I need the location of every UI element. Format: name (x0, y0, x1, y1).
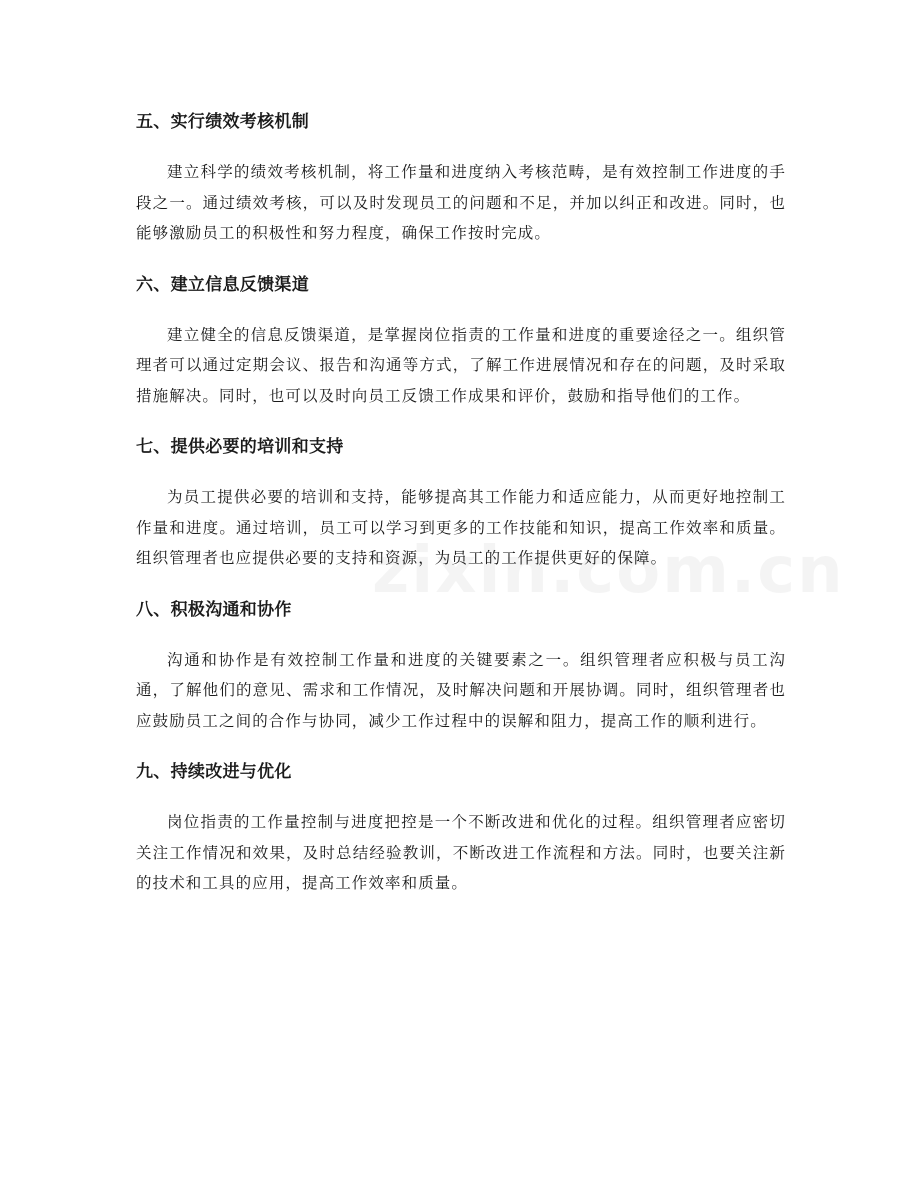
document-body (136, 104, 786, 917)
section-training-support (136, 429, 786, 574)
section-heading: 六、建立信息反馈渠道 (136, 274, 309, 295)
section-heading: 八、积极沟通和协作 (136, 599, 292, 620)
section-paragraph: 建立科学的绩效考核机制，将工作量和进度纳入考核范畴，是有效控制工作进度的手段之一。通过绩效考核，可以及时发现员工的问题和不足，并加以纠正和改进。同时，也能够激励员工的积极性和努力程度，确保工作按时完成。 (136, 163, 786, 242)
section-heading: 五、实行绩效考核机制 (136, 112, 309, 132)
section-paragraph: 岗位指责的工作量控制与进度把控是一个不断改进和优化的过程。组织管理者应密切关注工作情况和效果，及时总结经验教训，不断改进工作流程和方法。同时，也要关注新的技术和工具的应用，提高工作效率和质量。 (136, 813, 786, 892)
section-heading: 七、提供必要的培训和支持 (136, 437, 344, 457)
section-continuous-improvement (136, 754, 786, 899)
section-feedback-channel (136, 267, 786, 412)
section-performance-review (136, 104, 786, 249)
section-heading: 九、持续改进与优化 (136, 762, 292, 782)
section-paragraph: 沟通和协作是有效控制工作量和进度的关键要素之一。组织管理者应积极与员工沟通，了解他们的意见、需求和工作情况，及时解决问题和开展协调。同时，组织管理者也应鼓励员工之间的合作与协同，减少工作过程中的误解和阻力，提高工作的顺利进行。 (136, 650, 786, 730)
section-communication (136, 592, 786, 737)
section-paragraph: 建立健全的信息反馈渠道，是掌握岗位指责的工作量和进度的重要途径之一。组织管理者可以通过定期会议、报告和沟通等方式，了解工作进展情况和存在的问题，及时采取措施解决。同时，也可以及时向员工反馈工作成果和评价，鼓励和指导他们的工作。 (136, 325, 786, 405)
section-paragraph: 为员工提供必要的培训和支持，能够提高其工作能力和适应能力，从而更好地控制工作量和进度。通过培训，员工可以学习到更多的工作技能和知识，提高工作效率和质量。组织管理者也应提供必要的支持和资源，为员工的工作提供更好的保障。 (136, 488, 786, 567)
